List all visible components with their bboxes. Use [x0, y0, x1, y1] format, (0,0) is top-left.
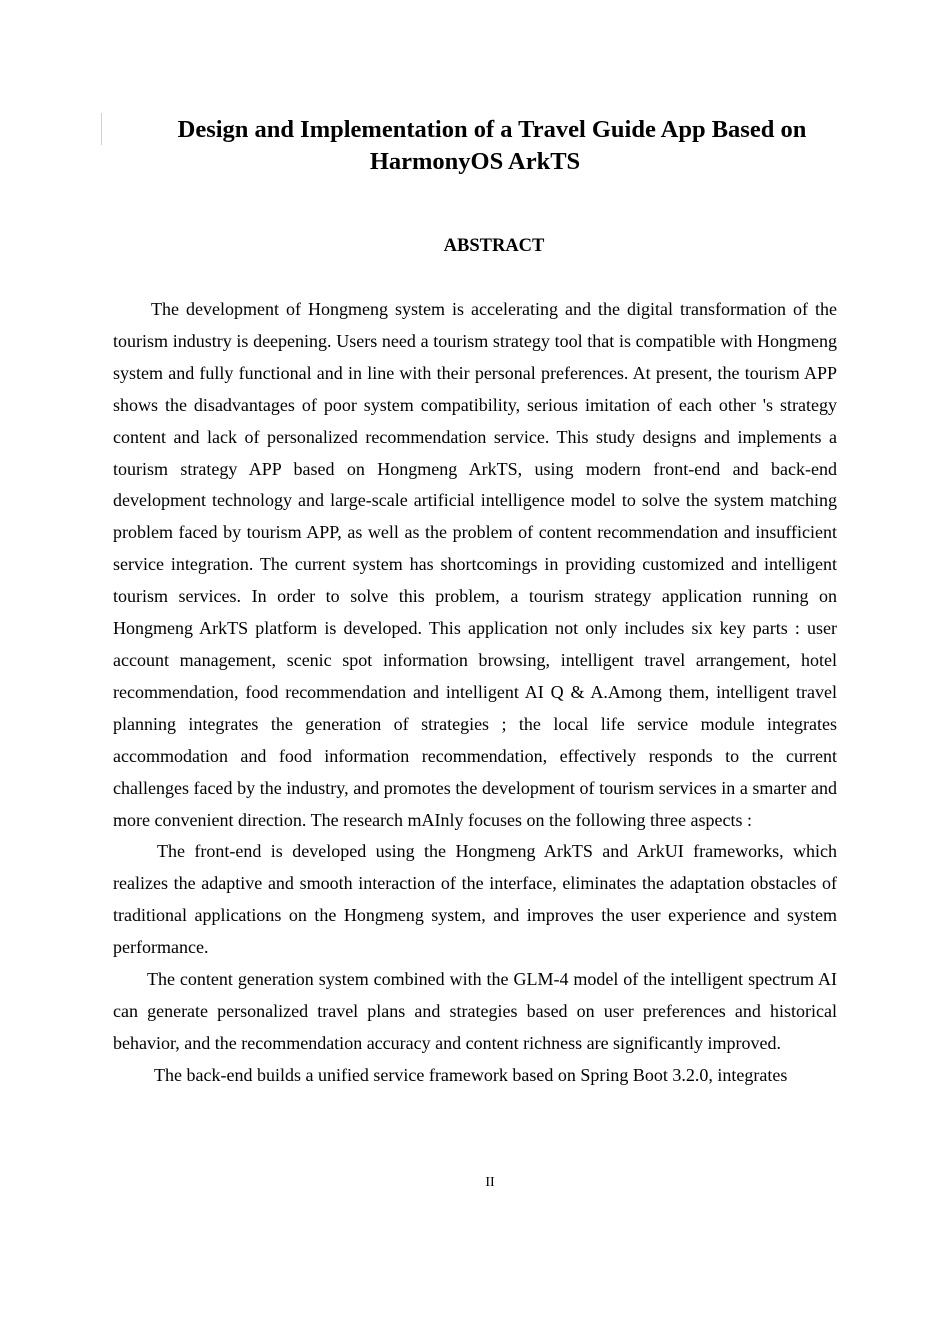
abstract-paragraph-4: The back-end builds a unified service framework based on Spring Boot 3.2.0, integrates: [154, 1064, 788, 1085]
abstract-heading: ABSTRACT: [443, 236, 545, 256]
abstract-body: [113, 294, 837, 1092]
margin-marker: [101, 113, 102, 145]
abstract-paragraph-1: The development of Hongmeng system is accelerating and the digital transformation of the tourism industry is deepening. Users need a tourism strategy tool that is compatible with Hongmeng system and fully functional and in line with their personal preferences. At present, the tourism APP shows the disadvantages of poor system compatibility, serious imitation of each other 's strategy content and lack of personalized recommendation service. This study designs and implements a tourism strategy APP based on Hongmeng ArkTS, using modern front-end and back-end development technology and large-scale artificial intelligence model to solve the system matching problem faced by tourism APP, as well as the problem of content recommendation and insufficient service integration. The current system has shortcomings in providing customized and intelligent tourism services. In order to solve this problem, a tourism strategy application running on Hongmeng ArkTS platform is developed. This application not only includes six key parts : user account management, scenic spot information browsing, intelligent travel arrangement, hotel recommendation, food recommendation and intelligent AI Q & A.Among them, intelligent travel planning integrates the generation of strategies ; the local life service module integrates accommodation and food information recommendation, effectively responds to the current challenges faced by the industry, and promotes the development of tourism services in a smarter and more convenient direction. The research mAInly focuses on the following three aspects :: [113, 299, 837, 830]
paper-title: [113, 114, 837, 178]
page-number: II: [485, 1175, 495, 1190]
abstract-paragraph-3: The content generation system combined with the GLM-4 model of the intelligent spectrum AI can generate personalized travel plans and strategies based on user preferences and historical behavior, and the recommendation accuracy and content richness are significantly improved.: [113, 969, 837, 1053]
paper-title-line-2: HarmonyOS ArkTS: [369, 148, 581, 175]
abstract-paragraph-2: The front-end is developed using the Hongmeng ArkTS and ArkUI frameworks, which realizes the adaptive and smooth interaction of the interface, eliminates the adaptation obstacles of traditional applications on the Hongmeng system, and improves the user experience and system performance.: [113, 841, 837, 958]
paper-title-line-1: Design and Implementation of a Travel Guide App Based on: [177, 116, 807, 143]
